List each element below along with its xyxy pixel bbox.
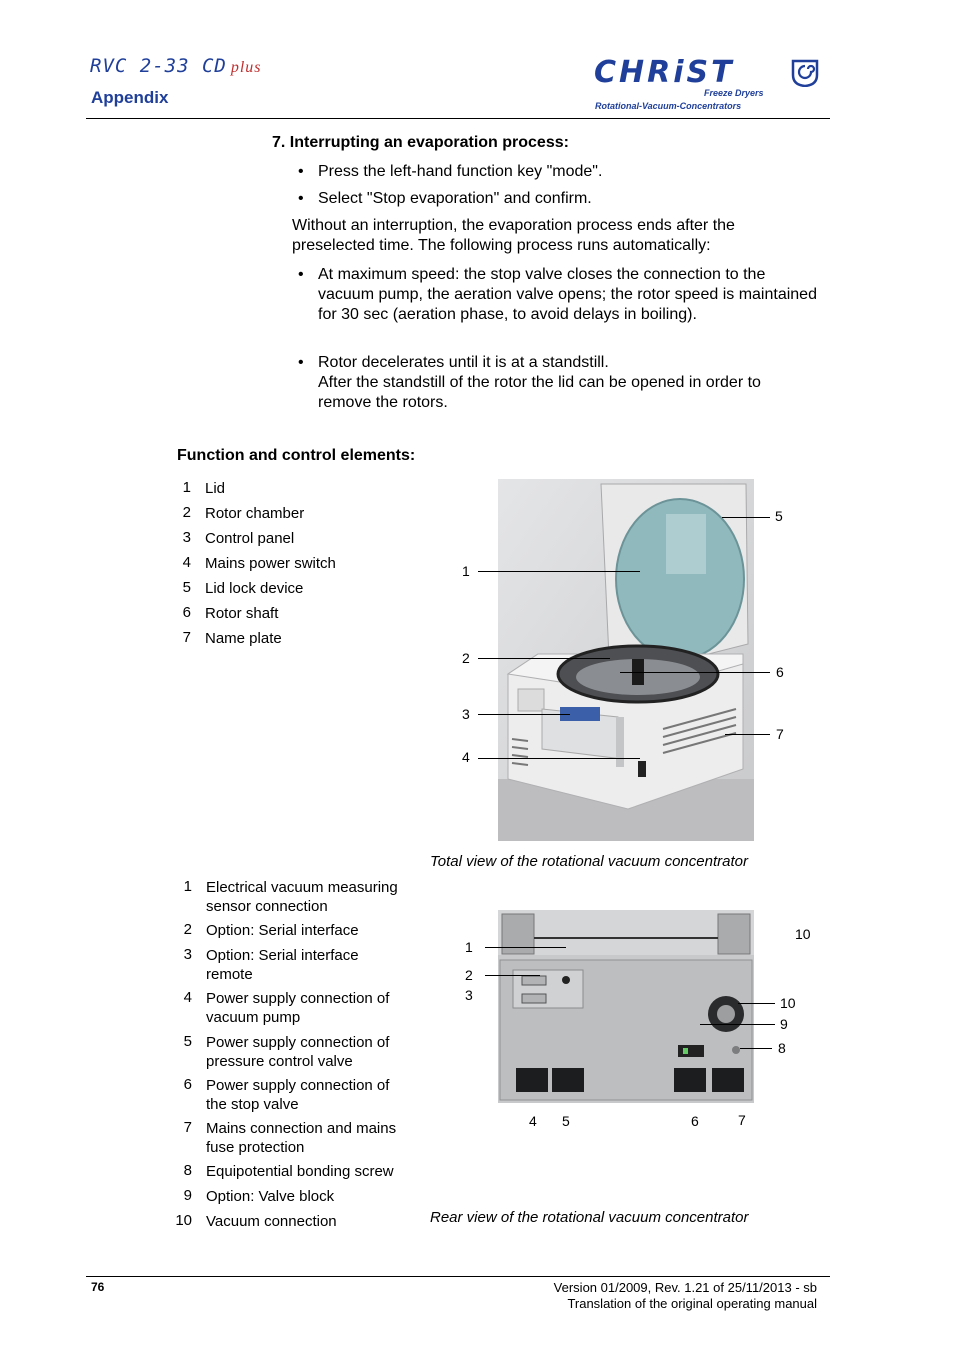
model-suffix: plus bbox=[230, 59, 262, 76]
total-legend-number: 3 bbox=[182, 529, 191, 546]
rear-legend-label bbox=[206, 921, 359, 940]
rear-legend-label-line1: Option: Serial interface bbox=[206, 947, 359, 964]
rear-legend-label bbox=[206, 989, 389, 1027]
rear-callout-leader bbox=[485, 947, 566, 948]
auto-bullet-2-continuation: After the standstill of the rotor the lid can be opened in order to remove the rotors. bbox=[318, 374, 761, 411]
total-view-caption: Total view of the rotational vacuum concentrator bbox=[430, 853, 748, 870]
rear-legend-label-line1: Option: Serial interface bbox=[206, 922, 359, 939]
total-legend-number: 4 bbox=[182, 554, 191, 571]
total-callout-leader bbox=[620, 672, 770, 673]
rear-panel-illustration bbox=[498, 910, 754, 1103]
rear-callout-leader bbox=[485, 975, 540, 976]
rear-legend-number: 1 bbox=[183, 878, 192, 895]
rear-callout-leader bbox=[740, 1048, 772, 1049]
rear-legend-label-line1: Option: Valve block bbox=[206, 1188, 335, 1205]
rear-legend-number: 8 bbox=[183, 1162, 192, 1179]
rear-legend-number: 2 bbox=[183, 921, 192, 938]
rear-callout-number: 7 bbox=[738, 1112, 746, 1128]
rear-legend-label bbox=[206, 1162, 394, 1181]
logo-sub-freeze-dryers: Freeze Dryers bbox=[704, 88, 764, 98]
rear-callout-number: 3 bbox=[465, 987, 473, 1003]
total-legend-label: Control panel bbox=[205, 530, 295, 547]
rear-legend-label-line1: Equipotential bonding screw bbox=[206, 1163, 394, 1180]
model-name: RVC 2-33 CD bbox=[90, 55, 227, 77]
rear-legend-number: 6 bbox=[183, 1076, 192, 1093]
logo-sub-rvc: Rotational-Vacuum-Concentrators bbox=[595, 101, 742, 111]
rear-legend-label-line2: vacuum pump bbox=[206, 1009, 301, 1026]
rear-legend-label-line1: Power supply connection of bbox=[206, 990, 390, 1007]
total-callout-number: 4 bbox=[462, 749, 470, 765]
rear-legend-label bbox=[206, 1033, 389, 1071]
function-heading: Function and control elements: bbox=[177, 447, 416, 464]
rear-legend-label-line2: pressure control valve bbox=[206, 1053, 353, 1070]
total-legend-number: 7 bbox=[182, 629, 191, 646]
page-number: 76 bbox=[91, 1280, 105, 1294]
centrifuge-illustration bbox=[498, 479, 754, 841]
rear-callout-number: 4 bbox=[529, 1113, 537, 1129]
total-callout-number: 6 bbox=[776, 664, 784, 680]
rear-legend-label bbox=[206, 1119, 396, 1157]
rear-legend-label-line2: remote bbox=[206, 966, 253, 983]
rear-legend-label-line1: Power supply connection of bbox=[206, 1034, 390, 1051]
total-view-photo bbox=[498, 479, 754, 841]
total-legend-label: Rotor chamber bbox=[205, 505, 305, 522]
total-legend-number: 5 bbox=[182, 579, 191, 596]
total-callout-leader bbox=[722, 517, 770, 518]
rear-legend-label bbox=[206, 1212, 337, 1231]
total-legend-number: 2 bbox=[182, 504, 191, 521]
interrupt-bullet-1: • Press the left-hand function key "mode". bbox=[298, 163, 603, 180]
rear-callout-number: 5 bbox=[562, 1113, 570, 1129]
interrupt-bullet-2: • Select "Stop evaporation" and confirm. bbox=[298, 190, 592, 207]
model-title bbox=[90, 55, 262, 77]
rear-callout-number: 1 bbox=[465, 939, 473, 955]
christ-logo bbox=[592, 55, 828, 115]
rear-legend-label-line1: Power supply connection of bbox=[206, 1077, 390, 1094]
rear-legend-label-line1: Electrical vacuum measuring bbox=[206, 879, 398, 896]
rear-legend-label-line1: Mains connection and mains bbox=[206, 1120, 397, 1137]
rear-legend-number: 5 bbox=[183, 1033, 192, 1050]
interrupt-heading: 7. Interrupting an evaporation process: bbox=[272, 134, 569, 151]
rear-view-photo bbox=[498, 910, 754, 1103]
rear-legend-label bbox=[206, 1187, 334, 1206]
total-legend-number: 1 bbox=[182, 479, 191, 496]
rear-callout-number: 10 bbox=[795, 926, 811, 942]
rear-legend-number: 9 bbox=[183, 1187, 192, 1204]
total-callout-number: 7 bbox=[776, 726, 784, 742]
rear-legend-number: 10 bbox=[175, 1212, 192, 1229]
total-callout-leader bbox=[478, 714, 570, 715]
footer-translation: Translation of the original operating manual bbox=[567, 1296, 817, 1311]
total-legend-label: Rotor shaft bbox=[205, 605, 279, 622]
header-divider bbox=[86, 118, 830, 119]
rear-legend-label-line2: fuse protection bbox=[206, 1139, 305, 1156]
footer-version: Version 01/2009, Rev. 1.21 of 25/11/2013 - sb bbox=[553, 1280, 817, 1295]
rear-legend-number: 3 bbox=[183, 946, 192, 963]
rear-legend-label-line1: Vacuum connection bbox=[206, 1213, 337, 1230]
total-callout-leader bbox=[725, 734, 770, 735]
footer-version-block bbox=[554, 1280, 817, 1312]
total-callout-leader bbox=[478, 658, 610, 659]
total-callout-leader bbox=[478, 571, 640, 572]
rear-callout-leader bbox=[700, 1024, 775, 1025]
total-legend-label: Lid bbox=[205, 480, 226, 497]
total-legend-label: Mains power switch bbox=[205, 555, 336, 572]
rear-legend-label-line2: sensor connection bbox=[206, 898, 328, 915]
logo-emblem-icon bbox=[790, 57, 820, 87]
rear-legend-number: 4 bbox=[183, 989, 192, 1006]
rear-callout-number: 8 bbox=[778, 1040, 786, 1056]
total-callout-number: 1 bbox=[462, 563, 470, 579]
rear-callout-number: 9 bbox=[780, 1016, 788, 1032]
logo-word: CHRiST bbox=[594, 55, 735, 90]
total-callout-number: 2 bbox=[462, 650, 470, 666]
total-callout-number: 5 bbox=[775, 508, 783, 524]
footer-divider bbox=[86, 1276, 830, 1277]
rear-callout-number: 10 bbox=[780, 995, 796, 1011]
total-legend-label: Name plate bbox=[205, 630, 282, 647]
rear-legend-label-line2: the stop valve bbox=[206, 1096, 299, 1113]
section-title: Appendix bbox=[91, 88, 169, 107]
rear-view-caption: Rear view of the rotational vacuum concentrator bbox=[430, 1209, 749, 1226]
interrupt-paragraph: Without an interruption, the evaporation process ends after the preselected time. The following process runs automatically: bbox=[292, 217, 735, 254]
rear-callout-number: 6 bbox=[691, 1113, 699, 1129]
rear-legend-label bbox=[206, 1076, 389, 1114]
auto-bullet-2: • Rotor decelerates until it is at a standstill. After the standstill of the rotor the lid can be opened in order to remove the rotors. bbox=[298, 354, 761, 411]
rear-legend-label bbox=[206, 878, 398, 916]
rear-callout-leader bbox=[738, 1003, 775, 1004]
auto-bullet-1: • At maximum speed: the stop valve closes the connection to the vacuum pump, the aeration valve opens; the rotor speed is maintained for 30 sec (aeration phase, to avoid delays in boiling). bbox=[298, 266, 817, 323]
rear-legend-label bbox=[206, 946, 359, 984]
total-callout-leader bbox=[478, 758, 640, 759]
total-callout-number: 3 bbox=[462, 706, 470, 722]
total-legend-number: 6 bbox=[182, 604, 191, 621]
rear-legend-number: 7 bbox=[183, 1119, 192, 1136]
total-legend-label: Lid lock device bbox=[205, 580, 304, 597]
rear-callout-number: 2 bbox=[465, 967, 473, 983]
